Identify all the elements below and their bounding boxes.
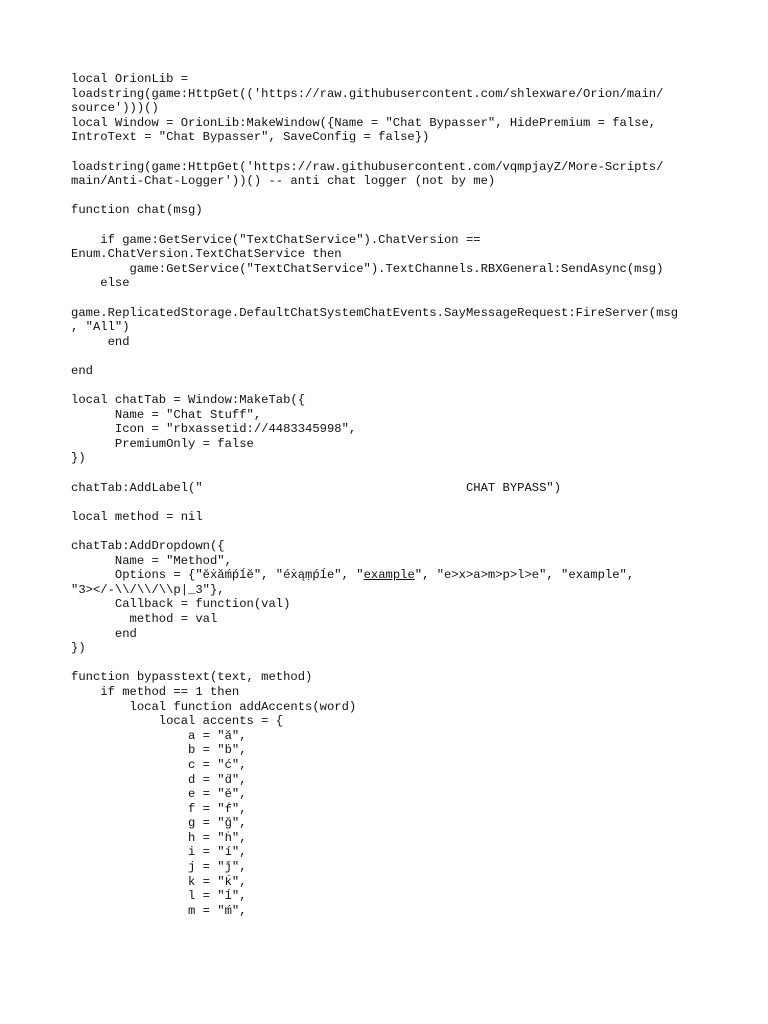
code-line: loadstring(game:HttpGet('https://raw.githubusercontent.com/vqmpjayZ/More-Scripts/ xyxy=(71,159,664,174)
code-line: chatTab:AddDropdown({ xyxy=(71,539,225,553)
code-line: }) xyxy=(71,641,86,656)
code-line: chatTab:AddLabel(" CHAT BYPASS") xyxy=(71,480,562,495)
options-line-start: Options = {"ĕẋăḿṕĺĕ", "éẋąṃṕĺe", " xyxy=(71,568,364,583)
code-line: end xyxy=(71,626,137,641)
code-line: "3></-\\/\\/\\p|_3"}, xyxy=(71,582,225,597)
code-line xyxy=(71,656,711,671)
code-line: local accents = { xyxy=(71,714,284,729)
code-line: g = "ğ", xyxy=(71,816,247,831)
code-line: l = "ĺ", xyxy=(71,889,247,904)
code-line: game:GetService("TextChatService").TextChannels.RBXGeneral:SendAsync(msg) xyxy=(71,261,664,276)
options-line xyxy=(71,568,711,583)
code-line: d = "ḋ", xyxy=(71,772,247,787)
code-line xyxy=(71,218,711,233)
code-line: Name = "Method", xyxy=(71,553,232,568)
code-line: f = "ḟ", xyxy=(71,801,247,816)
code-line: function chat(msg) xyxy=(71,203,203,218)
code-line: local method = nil xyxy=(71,509,203,524)
code-line: }) xyxy=(71,451,86,466)
code-line: local OrionLib = xyxy=(71,72,189,86)
code-line: Callback = function(val) xyxy=(71,597,291,612)
code-line: e = "ĕ", xyxy=(71,787,247,802)
code-line: i = "í", xyxy=(71,845,247,860)
code-line: a = "ă", xyxy=(71,728,247,743)
code-line xyxy=(71,349,711,364)
code-listing xyxy=(71,72,711,918)
code-line: if method == 1 then xyxy=(71,684,240,699)
code-line: Name = "Chat Stuff", xyxy=(71,407,262,422)
code-line xyxy=(71,524,711,539)
options-line-tail: ", "e>x>a>m>p>l>e", "example", xyxy=(414,568,635,583)
code-line: IntroText = "Chat Bypasser", SaveConfig = false}) xyxy=(71,130,430,145)
code-line xyxy=(71,145,711,160)
code-line: k = "ḱ", xyxy=(71,874,247,889)
code-line: h = "ḣ", xyxy=(71,830,247,845)
code-line: local Window = OrionLib:MakeWindow({Name = "Chat Bypasser", HidePremium = false, xyxy=(71,115,657,130)
code-line: Icon = "rbxassetid://4483345998", xyxy=(71,422,357,437)
code-line: end xyxy=(71,334,130,349)
code-line: local chatTab = Window:MakeTab({ xyxy=(71,393,306,408)
code-line: c = "ć", xyxy=(71,757,247,772)
code-line xyxy=(71,466,711,481)
code-line: else xyxy=(71,276,130,291)
code-line: if game:GetService("TextChatService").ChatVersion == xyxy=(71,232,481,247)
code-line: function bypasstext(text, method) xyxy=(71,670,313,685)
code-line: local function addAccents(word) xyxy=(71,699,357,714)
code-line: main/Anti-Chat-Logger'))() -- anti chat logger (not by me) xyxy=(71,174,496,189)
code-line: method = val xyxy=(71,611,218,626)
code-line xyxy=(71,378,711,393)
code-line: PremiumOnly = false xyxy=(71,436,254,451)
code-line: , "All") xyxy=(71,320,130,335)
code-line: source')))() xyxy=(71,101,159,116)
example-link[interactable]: example xyxy=(363,568,415,583)
code-line: Enum.ChatVersion.TextChatService then xyxy=(71,247,342,262)
code-line xyxy=(71,189,711,204)
code-line: end xyxy=(71,363,93,378)
code-line: loadstring(game:HttpGet(('https://raw.githubusercontent.com/shlexware/Orion/main/ xyxy=(71,86,664,101)
code-line xyxy=(71,291,711,306)
code-line: b = "ḃ", xyxy=(71,743,247,758)
code-line: game.ReplicatedStorage.DefaultChatSystemChatEvents.SayMessageRequest:FireServer(msg xyxy=(71,305,679,320)
code-line: j = "ǰ", xyxy=(71,860,247,875)
code-line: m = "ḿ", xyxy=(71,903,247,918)
code-line xyxy=(71,495,711,510)
